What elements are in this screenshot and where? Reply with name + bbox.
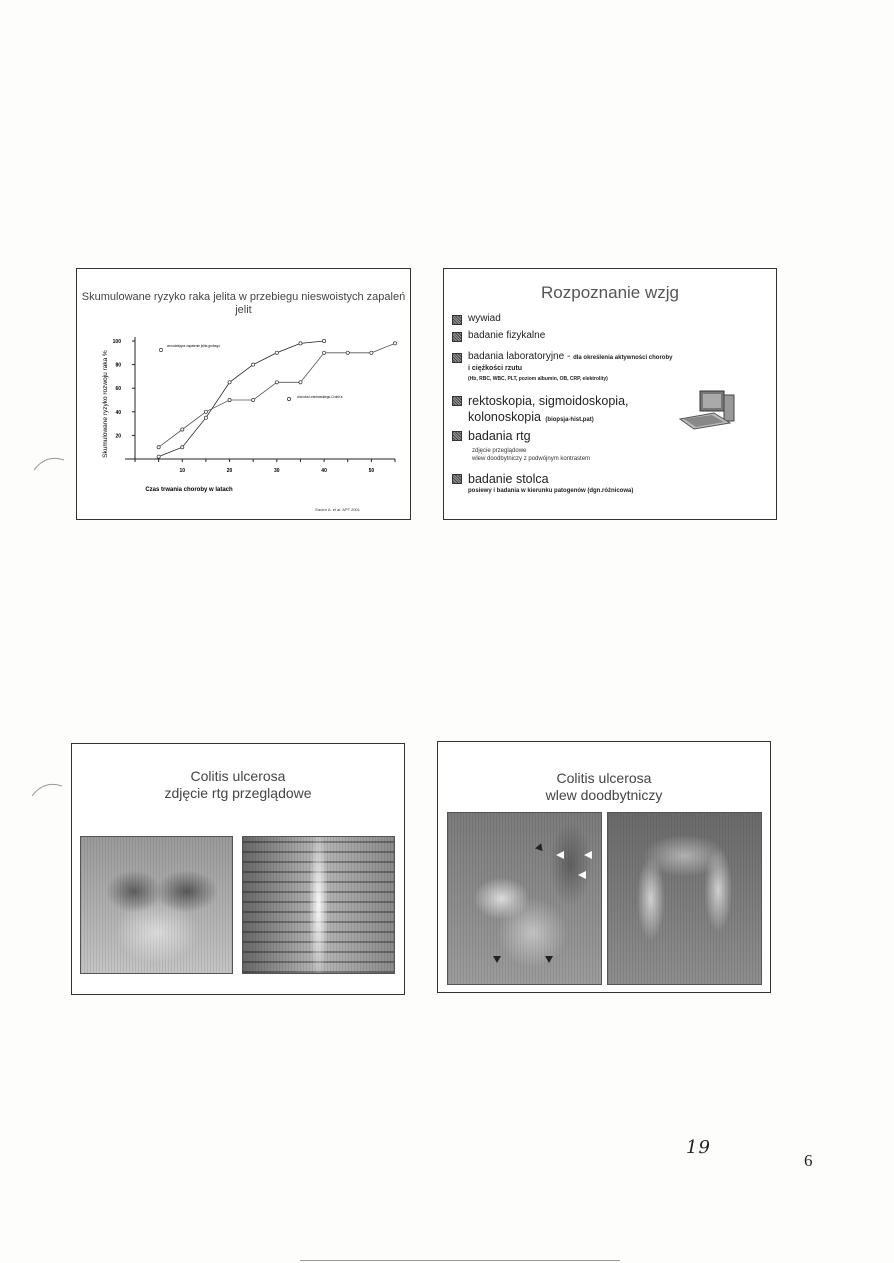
bullet-square-icon bbox=[452, 396, 462, 406]
x-tick-label: 50 bbox=[368, 468, 375, 474]
x-tick-label: 20 bbox=[226, 468, 233, 474]
y-tick-label: 60 bbox=[115, 386, 121, 393]
legend-marker-uc bbox=[159, 348, 162, 351]
x-tick-label: 40 bbox=[321, 468, 327, 474]
chart-title: Skumulowane ryzyko raka jelita w przebiegu nieswoistych zapaleń jelit bbox=[81, 291, 406, 316]
data-point bbox=[157, 446, 160, 449]
slide-cancer-risk-chart bbox=[76, 268, 411, 520]
x-axis-label: Czas trwania choroby w latach bbox=[145, 487, 233, 493]
scan-edge-line bbox=[300, 1260, 620, 1261]
data-point bbox=[275, 381, 278, 384]
cumulative-risk-chart bbox=[77, 269, 412, 521]
data-point bbox=[322, 339, 325, 342]
data-point bbox=[252, 363, 255, 366]
legend-uc: wrzodziejące zapalenie jelita grubego bbox=[167, 344, 220, 348]
arrow-marker-icon bbox=[578, 871, 586, 879]
bullet-physical-exam: badanie fizykalne bbox=[452, 330, 545, 342]
slide-diagnosis bbox=[443, 268, 777, 520]
bullet-square-icon bbox=[452, 474, 462, 484]
slide-title: Rozpoznanie wzjg bbox=[541, 283, 679, 302]
series-line bbox=[159, 343, 395, 447]
arrow-marker-icon bbox=[584, 851, 592, 859]
data-point bbox=[228, 398, 231, 401]
bullet-lab-tests: badania laboratoryjne - dla określenia aktywności choroby i ciężkości rzutu (Hb, RBC, WBC, PLT, poziom albumin, OB, CRP, elektrolity) bbox=[452, 351, 672, 382]
bullet-stool: badanie stolca posiewy i badania w kierunku patogenów (dgn.różnicowa) bbox=[452, 472, 633, 494]
legend-marker-crohn bbox=[287, 397, 290, 400]
x-tick-label: 30 bbox=[274, 468, 280, 474]
bullet-history: wywiad bbox=[452, 313, 501, 325]
contrast-enema-image-1 bbox=[447, 812, 602, 985]
y-tick-label: 40 bbox=[115, 409, 121, 416]
arrow-marker-icon bbox=[535, 842, 545, 851]
arrow-marker-icon bbox=[556, 851, 564, 859]
slide-plain-xray bbox=[71, 743, 405, 995]
spine-xray-image bbox=[242, 836, 395, 974]
slide-contrast-enema bbox=[437, 741, 771, 993]
arrow-marker-icon bbox=[493, 956, 501, 963]
y-axis-label: Skumulowane ryzyko rozwoju raka % bbox=[102, 350, 109, 458]
data-point bbox=[204, 410, 207, 413]
data-point bbox=[252, 398, 255, 401]
bullet-endoscopy: rektoskopia, sigmoidoskopia, kolonoskopia (biopsja-hist.pat) bbox=[452, 394, 629, 426]
data-point bbox=[275, 351, 278, 354]
bullet-square-icon bbox=[452, 353, 462, 363]
data-point bbox=[204, 416, 207, 419]
chart-source: Eaden A. et al. APT 2001 bbox=[315, 507, 360, 512]
data-point bbox=[346, 351, 349, 354]
abdominal-xray-image bbox=[80, 836, 233, 974]
y-tick-label: 100 bbox=[112, 339, 121, 345]
margin-pencil-mark bbox=[30, 778, 66, 800]
data-point bbox=[322, 351, 325, 354]
y-tick-label: 20 bbox=[115, 433, 121, 440]
data-point bbox=[299, 342, 302, 345]
slide-title: Colitis ulcerosa zdjęcie rtg przeglądowe bbox=[164, 768, 312, 801]
data-point bbox=[181, 446, 184, 449]
data-point bbox=[181, 428, 184, 431]
bullet-square-icon bbox=[452, 431, 462, 441]
margin-pencil-mark bbox=[32, 452, 68, 474]
data-point bbox=[157, 455, 160, 458]
bullet-square-icon bbox=[452, 332, 462, 342]
contrast-enema-image-2 bbox=[607, 812, 762, 985]
data-point bbox=[370, 351, 373, 354]
page-number: 6 bbox=[804, 1151, 813, 1170]
x-tick-label: 10 bbox=[179, 468, 186, 474]
arrow-marker-icon bbox=[545, 956, 553, 963]
bullet-xray: badania rtg bbox=[452, 429, 531, 443]
handwritten-page-number: 19 bbox=[686, 1137, 711, 1158]
legend-crohn: choroba Leśniowskiego-Crohn'a bbox=[297, 395, 343, 399]
xray-sub-items: zdjęcie przeglądowe wlew doodbytniczy z podwójnym kontrastem bbox=[472, 448, 591, 462]
y-tick-label: 80 bbox=[115, 362, 121, 369]
data-point bbox=[393, 342, 396, 345]
bullet-square-icon bbox=[452, 315, 462, 325]
slide-title: Colitis ulcerosa wlew doodbytniczy bbox=[545, 770, 663, 803]
data-point bbox=[299, 381, 302, 384]
data-point bbox=[228, 381, 231, 384]
computer-clipart-icon bbox=[674, 389, 738, 431]
